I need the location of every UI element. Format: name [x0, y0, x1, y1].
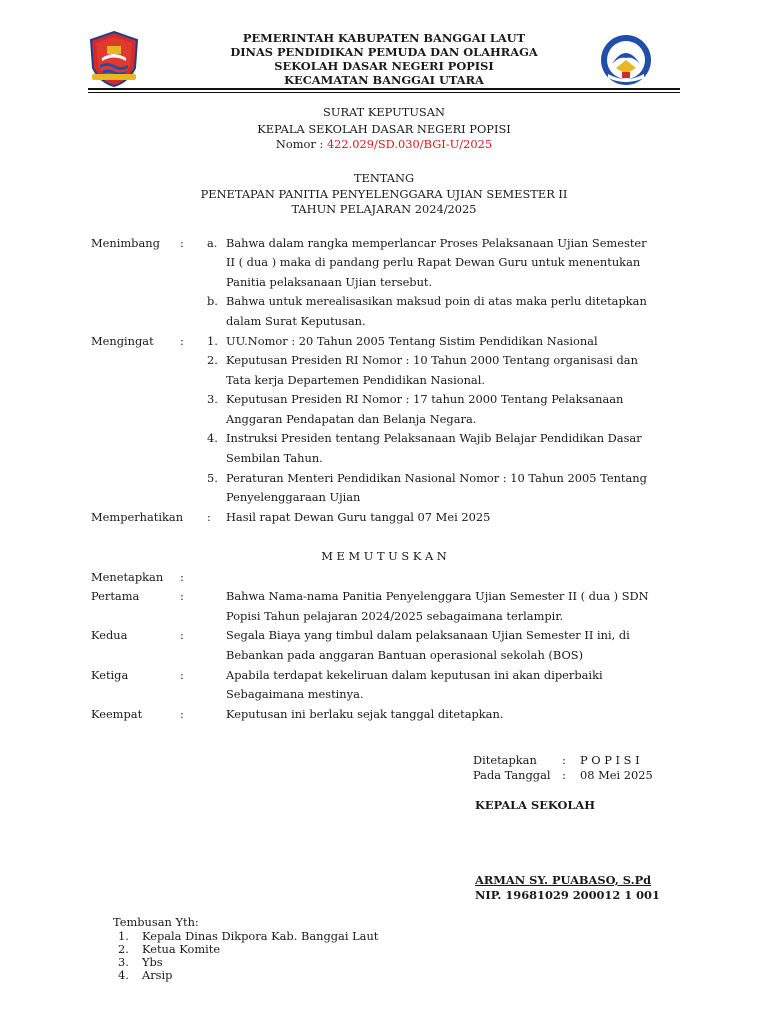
decree-issuer: KEPALA SEKOLAH DASAR NEGERI POPISI	[257, 122, 511, 136]
header-line-4: KECAMATAN BANGGAI UTARA	[284, 73, 484, 87]
menimbang-item-num: a.	[207, 236, 218, 250]
ketiga-line: Apabila terdapat kekeliruan dalam keputusan ini akan diperbaiki	[226, 668, 603, 682]
mengingat-item-line: Instruksi Presiden tentang Pelaksanaan Wajib Belajar Pendidikan Dasar	[226, 431, 642, 445]
menimbang-item-line: dalam Surat Keputusan.	[226, 314, 366, 328]
pertama-line: Bahwa Nama-nama Panitia Penyelenggara Ujian Semester II ( dua ) SDN	[226, 589, 649, 603]
signatory-name: ARMAN SY. PUABASO, S.Pd	[475, 873, 652, 887]
tanggal-value: 08 Mei 2025	[580, 768, 653, 782]
mengingat-item-line: Peraturan Menteri Pendidikan Nasional Nomor : 10 Tahun 2005 Tentang	[226, 471, 647, 485]
memperhatikan-text: Hasil rapat Dewan Guru tanggal 07 Mei 2025	[226, 510, 491, 524]
header-divider	[88, 88, 680, 90]
keempat-colon: :	[180, 707, 184, 721]
mengingat-item-num: 4.	[207, 431, 218, 445]
tanggal-colon: :	[562, 768, 566, 782]
mengingat-item-line: Sembilan Tahun.	[226, 451, 323, 465]
menimbang-item-line: Bahwa untuk merealisasikan maksud poin di atas maka perlu ditetapkan	[226, 294, 647, 308]
header-line-3: SEKOLAH DASAR NEGERI POPISI	[274, 59, 494, 73]
mengingat-item-line: UU.Nomor : 20 Tahun 2005 Tentang Sistim Pendidikan Nasional	[226, 334, 598, 348]
memperhatikan-colon: :	[207, 510, 211, 524]
menimbang-label: Menimbang	[91, 236, 160, 250]
mengingat-item-num: 3.	[207, 392, 218, 406]
memperhatikan-label: Memperhatikan	[91, 510, 184, 524]
ketiga-label: Ketiga	[91, 668, 129, 682]
header-divider-thin	[88, 92, 680, 93]
tembusan-num: 2.	[118, 942, 129, 956]
pertama-label: Pertama	[91, 589, 140, 603]
tanggal-label: Pada Tanggal	[473, 768, 551, 782]
menimbang-item-num: b.	[207, 294, 218, 308]
subject-line-1: PENETAPAN PANITIA PENYELENGGARA UJIAN SEMESTER II	[200, 187, 568, 201]
kedua-label: Kedua	[91, 628, 128, 642]
header-line-2: DINAS PENDIDIKAN PEMUDA DAN OLAHRAGA	[230, 45, 538, 59]
menimbang-colon: :	[180, 236, 184, 250]
tentang-label: TENTANG	[353, 171, 415, 185]
header-line-1: PEMERINTAH KABUPATEN BANGGAI LAUT	[242, 31, 526, 45]
decree-number	[0, 137, 768, 151]
mengingat-item-line: Anggaran Pendapatan dan Belanja Negara.	[226, 412, 477, 426]
tembusan-item: Arsip	[142, 968, 173, 982]
keempat-line: Keputusan ini berlaku sejak tanggal ditetapkan.	[226, 707, 504, 721]
menetapkan-label: Menetapkan	[91, 570, 164, 584]
memutuskan-heading: M E M U T U S K A N	[321, 549, 447, 563]
tembusan-label: Tembusan Yth:	[113, 915, 199, 929]
mengingat-item-num: 5.	[207, 471, 218, 485]
keempat-label: Keempat	[91, 707, 143, 721]
signatory-nip: NIP. 19681029 200012 1 001	[475, 888, 660, 902]
mengingat-item-line: Penyelenggaraan Ujian	[226, 490, 361, 504]
kedua-line: Bebankan pada anggaran Bantuan operasional sekolah (BOS)	[226, 648, 584, 662]
tembusan-item: Ketua Komite	[142, 942, 221, 956]
ditetapkan-value: P O P I S I	[580, 753, 640, 767]
mengingat-item-line: Keputusan Presiden RI Nomor : 17 tahun 2000 Tentang Pelaksanaan	[226, 392, 624, 406]
decree-number-value: 422.029/SD.030/BGI-U/2025	[326, 137, 493, 151]
ditetapkan-label: Ditetapkan	[473, 753, 537, 767]
pertama-line: Popisi Tahun pelajaran 2024/2025 sebagaimana terlampir.	[226, 609, 564, 623]
menetapkan-colon: :	[180, 570, 184, 584]
mengingat-item-line: Tata kerja Departemen Pendidikan Nasional.	[226, 373, 485, 387]
mengingat-item-num: 1.	[207, 334, 218, 348]
tembusan-item: Kepala Dinas Dikpora Kab. Banggai Laut	[142, 929, 379, 943]
signatory-role: KEPALA SEKOLAH	[475, 798, 596, 812]
tembusan-num: 4.	[118, 968, 129, 982]
decree-number-label: Nomor :	[275, 137, 327, 151]
menimbang-item-line: Bahwa dalam rangka memperlancar Proses Pelaksanaan Ujian Semester	[226, 236, 647, 250]
tembusan-num: 1.	[118, 929, 129, 943]
subject-line-2: TAHUN PELAJARAN 2024/2025	[291, 202, 477, 216]
mengingat-label: Mengingat	[91, 334, 154, 348]
decree-title: SURAT KEPUTUSAN	[323, 105, 445, 119]
mengingat-colon: :	[180, 334, 184, 348]
ketiga-colon: :	[180, 668, 184, 682]
menimbang-item-line: Panitia pelaksanaan Ujian tersebut.	[226, 275, 433, 289]
kedua-line: Segala Biaya yang timbul dalam pelaksanaan Ujian Semester II ini, di	[226, 628, 630, 642]
ditetapkan-colon: :	[562, 753, 566, 767]
mengingat-item-line: Keputusan Presiden RI Nomor : 10 Tahun 2000 Tentang organisasi dan	[226, 353, 638, 367]
tembusan-item: Ybs	[142, 955, 163, 969]
ketiga-line: Sebagaimana mestinya.	[226, 687, 364, 701]
kedua-colon: :	[180, 628, 184, 642]
pertama-colon: :	[180, 589, 184, 603]
mengingat-item-num: 2.	[207, 353, 218, 367]
menimbang-item-line: II ( dua ) maka di pandang perlu Rapat Dewan Guru untuk menentukan	[226, 255, 641, 269]
tembusan-num: 3.	[118, 955, 129, 969]
